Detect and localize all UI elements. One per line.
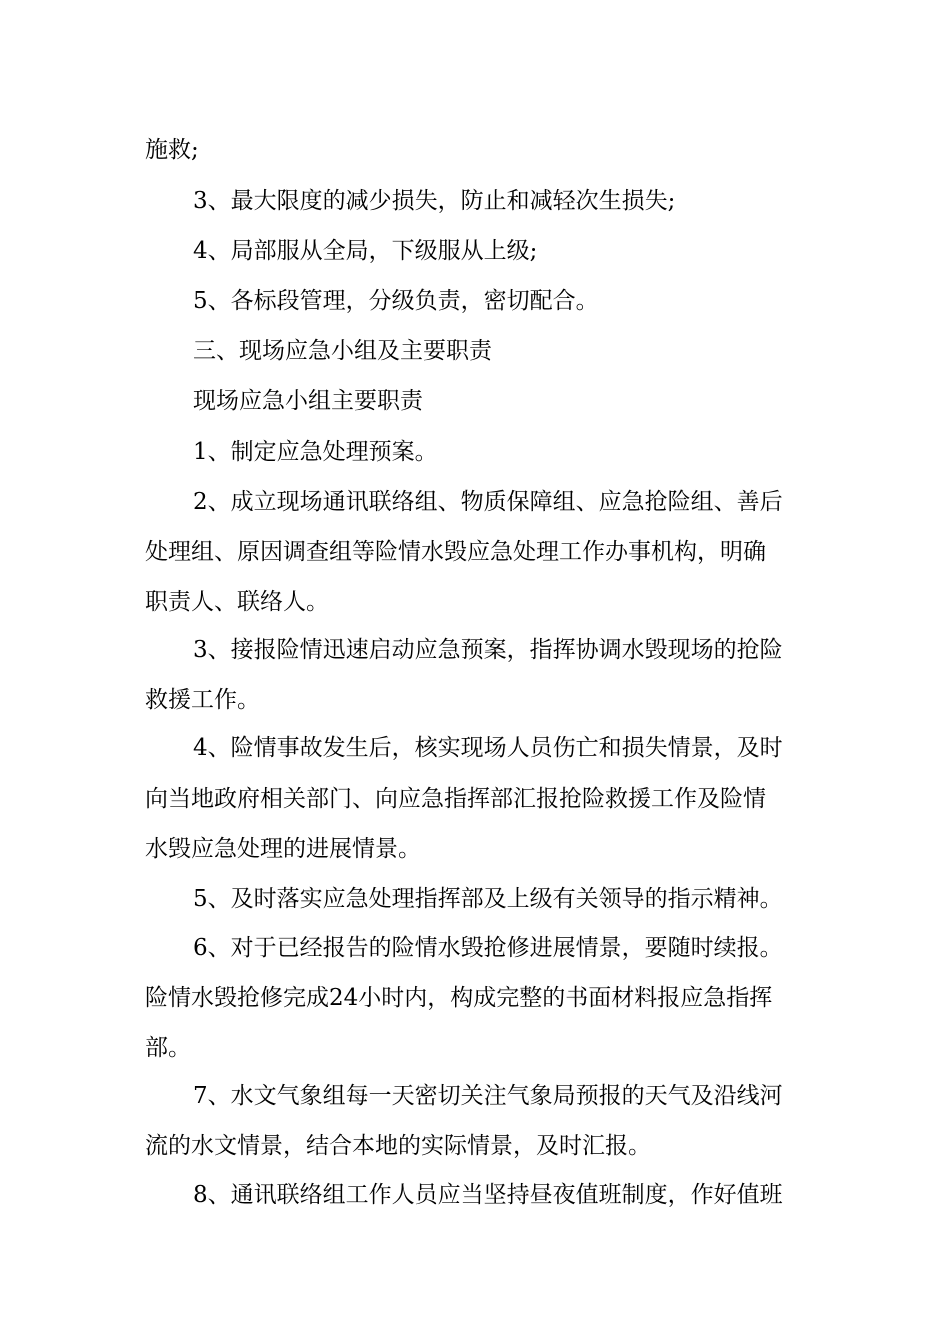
text-line: 施救; (145, 137, 199, 163)
text-line: 处理组、原因调查组等险情水毁应急处理工作办事机构，明确 (145, 539, 766, 565)
duty-item-7: 7、水文气象组每一天密切关注气象局预报的天气及沿线河 (193, 1083, 783, 1109)
duty-item-4: 4、险情事故发生后，核实现场人员伤亡和损失情景，及时 (193, 735, 783, 761)
list-item-5: 5、各标段管理，分级负责，密切配合。 (193, 288, 599, 314)
text-line: 部。 (145, 1035, 191, 1061)
text-line: 险情水毁抢修完成24小时内，构成完整的书面材料报应急指挥 (145, 985, 773, 1011)
duty-item-2: 2、成立现场通讯联络组、物质保障组、应急抢险组、善后 (193, 489, 783, 515)
text-line: 救援工作。 (145, 687, 260, 713)
duty-item-3: 3、接报险情迅速启动应急预案，指挥协调水毁现场的抢险 (193, 637, 783, 663)
text-line: 向当地政府相关部门、向应急指挥部汇报抢险救援工作及险情 (145, 786, 766, 812)
list-item-3: 3、最大限度的减少损失，防止和减轻次生损失; (193, 188, 676, 214)
duty-item-8: 8、通讯联络组工作人员应当坚持昼夜值班制度，作好值班 (193, 1182, 783, 1208)
subsection-heading: 现场应急小组主要职责 (193, 388, 423, 414)
duty-item-5: 5、及时落实应急处理指挥部及上级有关领导的指示精神。 (193, 886, 783, 912)
text-line: 职责人、联络人。 (145, 589, 329, 615)
duty-item-1: 1、制定应急处理预案。 (193, 439, 438, 465)
text-line: 水毁应急处理的进展情景。 (145, 836, 421, 862)
text-line: 流的水文情景，结合本地的实际情景，及时汇报。 (145, 1133, 651, 1159)
duty-item-6: 6、对于已经报告的险情水毁抢修进展情景，要随时续报。 (193, 935, 783, 961)
section-heading: 三、现场应急小组及主要职责 (193, 338, 492, 364)
list-item-4: 4、局部服从全局，下级服从上级; (193, 238, 538, 264)
